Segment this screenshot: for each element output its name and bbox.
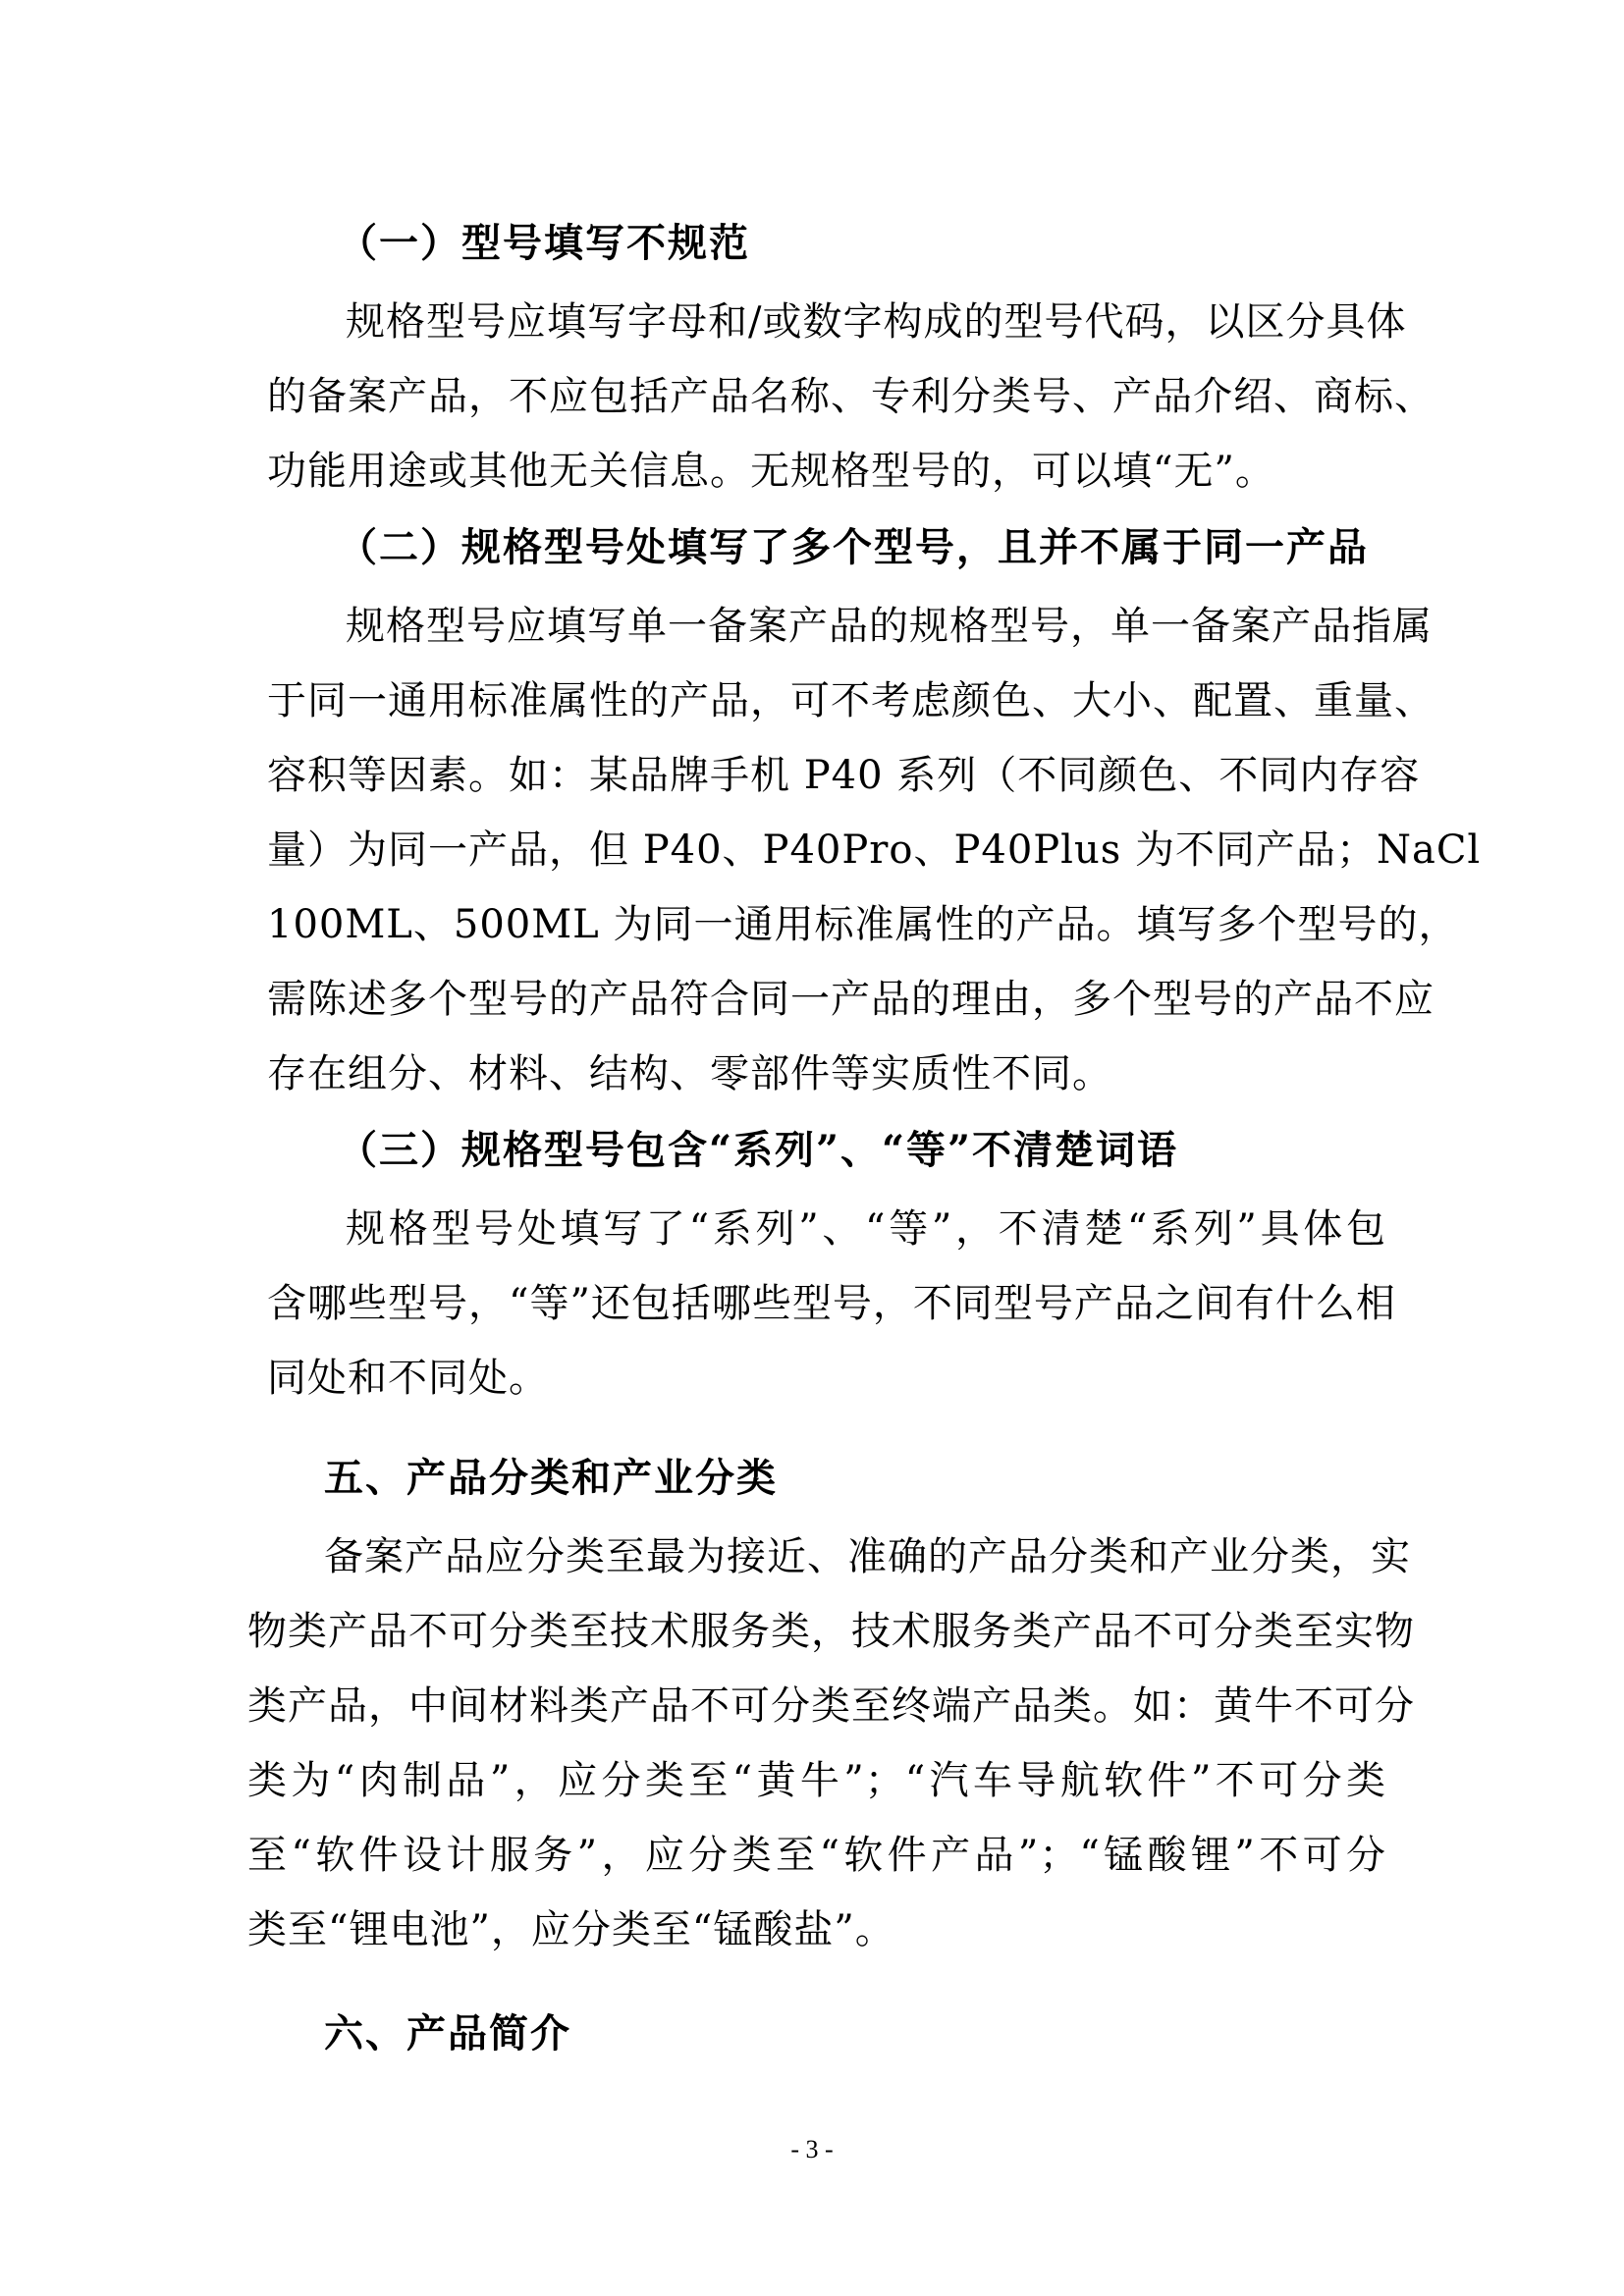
paragraph-line: 规格型号处填写了“系列”、“等”，不清楚“系列”具体包 xyxy=(346,1206,1386,1252)
paragraph-line: 的备案产品，不应包括产品名称、专利分类号、产品介绍、商标、 xyxy=(267,374,1435,419)
paragraph-line: 功能用途或其他无关信息。无规格型号的，可以填“无”。 xyxy=(267,449,1275,494)
section-heading-6: 六、产品简介 xyxy=(324,2010,571,2056)
paragraph-line: 存在组分、材料、结构、零部件等实质性不同。 xyxy=(267,1051,1112,1096)
paragraph-line: 备案产品应分类至最为接近、准确的产品分类和产业分类，实 xyxy=(324,1534,1411,1579)
page-number: - 3 - xyxy=(790,2135,834,2163)
paragraph-line: 100ML、500ML 为同一通用标准属性的产品。填写多个型号的， xyxy=(267,902,1459,947)
paragraph-line: 容积等因素。如：某品牌手机 P40 系列（不同颜色、不同内存容 xyxy=(267,753,1421,798)
section-heading-1: （一）型号填写不规范 xyxy=(338,220,750,266)
paragraph-line: 类至“锂电池”，应分类至“锰酸盐”。 xyxy=(247,1907,895,1952)
paragraph-line: 类为“肉制品”，应分类至“黄牛”；“汽车导航软件”不可分类 xyxy=(247,1758,1386,1803)
paragraph-line: 需陈述多个型号的产品符合同一产品的理由，多个型号的产品不应 xyxy=(267,977,1435,1022)
paragraph-line: 类产品，中间材料类产品不可分类至终端产品类。如：黄牛不可分 xyxy=(247,1683,1415,1729)
paragraph-line: 于同一通用标准属性的产品，可不考虑颜色、大小、配置、重量、 xyxy=(267,678,1435,723)
section-heading-3: （三）规格型号包含“系列”、“等”不清楚词语 xyxy=(338,1127,1179,1173)
paragraph-line: 同处和不同处。 xyxy=(267,1356,549,1401)
paragraph-line: 物类产品不可分类至技术服务类，技术服务类产品不可分类至实物 xyxy=(247,1609,1415,1654)
paragraph-line: 规格型号应填写单一备案产品的规格型号，单一备案产品指属 xyxy=(346,604,1433,649)
section-heading-2: （二）规格型号处填写了多个型号，且并不属于同一产品 xyxy=(338,524,1369,570)
paragraph-line: 含哪些型号，“等”还包括哪些型号，不同型号产品之间有什么相 xyxy=(267,1281,1396,1326)
paragraph-line: 规格型号应填写字母和/或数字构成的型号代码，以区分具体 xyxy=(346,299,1407,345)
section-heading-5: 五、产品分类和产业分类 xyxy=(324,1455,778,1501)
paragraph-line: 量）为同一产品，但 P40、P40Pro、P40Plus 为不同产品；NaCl xyxy=(267,828,1482,873)
paragraph-line: 至“软件设计服务”，应分类至“软件产品”；“锰酸锂”不可分 xyxy=(247,1833,1386,1878)
